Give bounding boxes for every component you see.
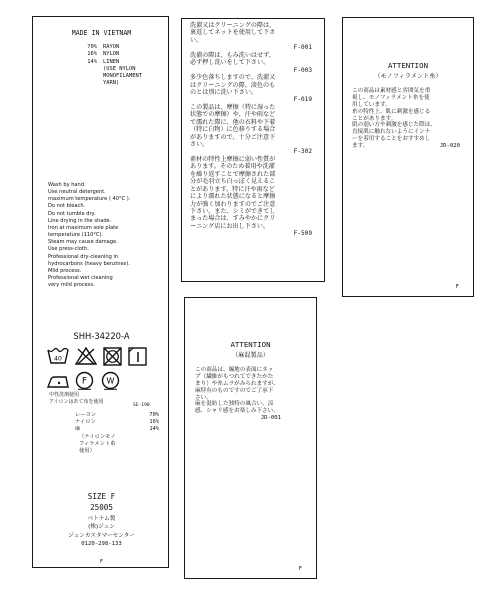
attention-line: 肌の弱い方や刺激を感じた際は、 (352, 122, 436, 129)
note-line: さい。 (190, 141, 209, 148)
composition-note-line: MONOFILAMENT (103, 73, 142, 80)
product-code: SHH-34220-A (73, 331, 130, 341)
composition-note-line: (USE NYLON (103, 65, 136, 72)
attention-last-row (352, 143, 466, 150)
footer-mark: F (99, 559, 103, 565)
address-line: 0120-298-133 (81, 541, 122, 548)
attention-code: JD-020 (439, 143, 460, 150)
care-line: Professional dry-cleaning in (48, 253, 119, 260)
note-code: F-001 (293, 44, 312, 52)
composition-fiber: NYLON (103, 51, 120, 58)
note-line: ーニング店にお出し下さい。 (190, 222, 270, 230)
note-code: F-003 (293, 66, 312, 74)
jp-note-line: アイロンはあて布を使用 (49, 399, 104, 405)
jp-composition-note: 使用） (79, 448, 95, 455)
no-tumble-dry-icon (103, 347, 122, 366)
attention-subtitle: （麻混製品） (231, 352, 270, 359)
composition-note-line: YARN) (103, 80, 120, 87)
note-line: とがあります。特に汗や雨など (190, 185, 275, 193)
wash-tub-40-icon (47, 347, 69, 365)
composition-fiber: RAYON (103, 44, 120, 50)
address-line: ジュンカスタマーセンター (68, 532, 135, 539)
attention-line: 麻を混紡した独特の風合い、涼 (195, 401, 274, 408)
dry-clean-f-icon (75, 371, 94, 390)
iron-low-icon (47, 375, 69, 389)
wash-temp-text: 40 (54, 355, 62, 363)
line-dry-shade-icon (128, 347, 147, 366)
care-line: Use press-cloth. (48, 246, 89, 253)
footer-mark: F (298, 566, 302, 572)
attention-body (195, 367, 307, 422)
composition-pct: 70% (87, 44, 97, 50)
attention-line: この商品は素材感と雰囲気を重 (352, 88, 431, 94)
footer-mark: F (455, 284, 459, 290)
note-line: により濡れた状態になると摩擦 (190, 193, 276, 201)
care-line: temperature (110°C). (48, 232, 104, 239)
attention-subtitle: （モノフィラメント糸） (374, 73, 442, 80)
attention-line: ーを着用することをおすすめし (352, 136, 431, 143)
note-line: 洗濯又はクリーニングの際は、 (190, 22, 276, 29)
jp-fiber: ナイロン (75, 419, 96, 426)
attention-body (352, 88, 466, 150)
attention-title: ATTENTION (387, 61, 429, 70)
maker-address (33, 515, 170, 549)
attention-line: 視し、モノフィラメント糸を使 (352, 94, 430, 101)
size-text: SIZE F (87, 492, 116, 501)
care-label-main (32, 16, 169, 568)
care-line: Line drying in the shade. (48, 217, 112, 224)
note-line: を繰り返すことで摩擦された部 (190, 170, 276, 178)
jp-fiber: レーヨン (75, 412, 97, 418)
label-edge-marks: - - - - (432, 298, 451, 302)
fiber-composition (78, 44, 142, 88)
care-instructions (48, 182, 130, 289)
attention-linen-label (184, 297, 317, 579)
care-line: Professional wet cleaning (48, 275, 113, 282)
care-line: Do not bleach. (48, 203, 86, 210)
attention-line: プ（繊維がもつれてできたかた (195, 373, 274, 380)
note-line: 分が毛羽立ち白っぽく見えるこ (190, 178, 276, 186)
care-line: Iron at maximum sole plate (48, 224, 119, 231)
note-line: 裏返してネットを使用して下さ (190, 29, 276, 37)
note-line: 必ず押し洗いをして下さい。 (190, 59, 270, 67)
care-line: very mild process. (48, 282, 95, 289)
jp-composition-note: フィラメント糸 (79, 440, 116, 447)
attention-line: 感、シャリ感をお楽しみ下さい。 (195, 408, 279, 415)
no-bleach-icon (75, 347, 97, 365)
note-line: で濡れた際に、他の衣料や下着 (190, 118, 276, 126)
note-line: 多少色落ちしますので、洗濯又 (190, 74, 276, 82)
care-line: Do not tumble dry. (48, 210, 96, 217)
attention-line: 直接肌に触れないようにインナ (352, 129, 431, 136)
jp-note-line: 中性洗剤使用 (49, 392, 80, 398)
note-code: F-019 (293, 96, 312, 104)
note-line: 状態での摩擦）や、汗や雨など (190, 111, 276, 119)
note-line: 力が強く加わりますのでご注意 (190, 200, 276, 208)
note-code: F-509 (293, 230, 312, 238)
jp-composition-row (75, 419, 159, 426)
composition-row (78, 44, 142, 51)
se-code: SE-190 (133, 403, 150, 408)
jp-composition-row (75, 426, 159, 433)
jp-pct: 14% (149, 426, 159, 433)
note-code: F-302 (293, 148, 312, 156)
note-line: 下さい。また、シミができてし (190, 207, 276, 215)
care-notes-label (181, 18, 325, 282)
jp-pct: 70% (149, 412, 159, 418)
note-line: 洗濯の際は、もみ洗いはせず、 (190, 51, 275, 59)
style-number: 25005 (90, 503, 113, 512)
jp-composition-note: （ナイロンモノ (79, 433, 116, 440)
jp-pct: 16% (149, 419, 159, 426)
attention-line: さい。 (195, 394, 212, 401)
made-in-text: MADE IN VIETNAM (71, 29, 132, 37)
attention-line: 糸の特性上、肌に刺激を感じる (352, 108, 431, 115)
dry-clean-letter: F (82, 376, 87, 387)
wet-clean-w-icon (101, 371, 120, 390)
jp-care-notes (49, 392, 104, 406)
attention-title: ATTENTION (230, 340, 271, 349)
care-line: hydrocarbons (heavy benzines). (48, 260, 130, 267)
composition-fiber: LINEN (103, 58, 120, 65)
note-line: のとは別に洗い下さい。 (190, 88, 258, 96)
jp-composition (75, 412, 159, 455)
note-line: がありますので、十分ご注意下 (190, 133, 276, 141)
composition-row (78, 51, 142, 58)
attention-line: 麻特有のものですのでご了承下 (195, 387, 274, 394)
care-line: maximum temperature ( 40°C ). (48, 196, 131, 203)
attention-line: 用しています。 (352, 101, 391, 108)
care-line: Wash by hand. (48, 182, 86, 188)
note-line: まった場合は、すみやかにクリ (190, 215, 276, 223)
address-line: ベトナム製 (87, 516, 116, 522)
note-line: 素材の特性上摩擦に弱い性質が (190, 155, 276, 163)
attention-line: ます。 (352, 143, 369, 150)
note-line: あります。そのため着用や洗濯 (190, 163, 275, 171)
attention-monofilament-label (342, 17, 474, 297)
care-line: Use neutral detergent. (48, 189, 106, 196)
note-line: この製品は、摩擦（特に湿った (190, 103, 276, 111)
care-line: Mild process. (48, 267, 82, 274)
note-line: はクリーニングの際、淡色のも (190, 81, 276, 89)
composition-pct: 14% (87, 58, 97, 65)
attention-line: この商品は、編地の表面にネッ (195, 367, 274, 373)
address-line: (株)ジュン (88, 524, 115, 531)
composition-pct: 16% (87, 51, 97, 58)
composition-row (78, 59, 142, 66)
attention-code: JD-001 (260, 415, 281, 422)
attention-line: ことがあります。 (352, 115, 397, 122)
care-line: Steam may cause damage. (48, 239, 118, 246)
note-line: （特に白物）に色移りする場合 (190, 126, 276, 134)
note-line: い。 (190, 36, 203, 44)
jp-fiber: 麻 (75, 426, 81, 433)
wet-clean-letter: W (106, 376, 115, 386)
attention-line: まり）や糸ムラがみられますが、 (195, 380, 279, 387)
care-notes-body (190, 22, 318, 238)
